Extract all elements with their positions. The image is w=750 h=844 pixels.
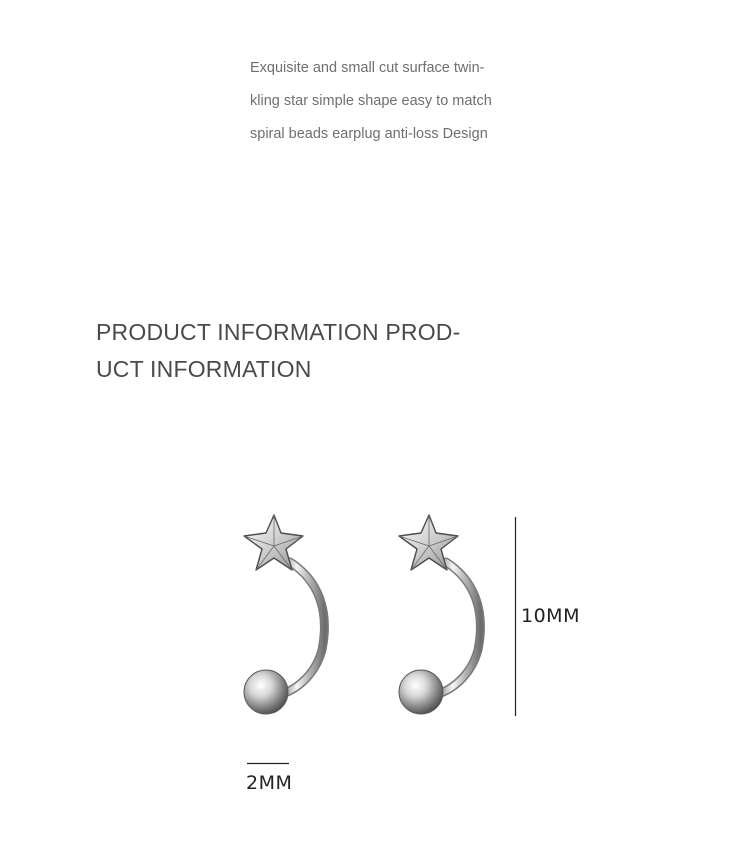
tagline-line-2: kling star simple shape easy to match — [250, 93, 492, 109]
earring-size-figure — [0, 500, 750, 839]
heading-line-1: PRODUCT INFORMATION PROD- — [96, 319, 461, 345]
earring-illustration — [0, 500, 750, 839]
product-information-heading — [96, 314, 460, 388]
heading-line-2: UCT INFORMATION — [96, 356, 312, 382]
ball-dimension-label: 2MM — [246, 772, 293, 794]
height-dimension-label: 10MM — [521, 605, 580, 627]
right-earring — [399, 515, 480, 714]
product-tagline — [250, 52, 540, 151]
tagline-line-1: Exquisite and small cut surface twin- — [250, 60, 485, 76]
left-earring — [244, 515, 324, 714]
tagline-line-3: spiral beads earplug anti-loss Design — [250, 126, 488, 142]
